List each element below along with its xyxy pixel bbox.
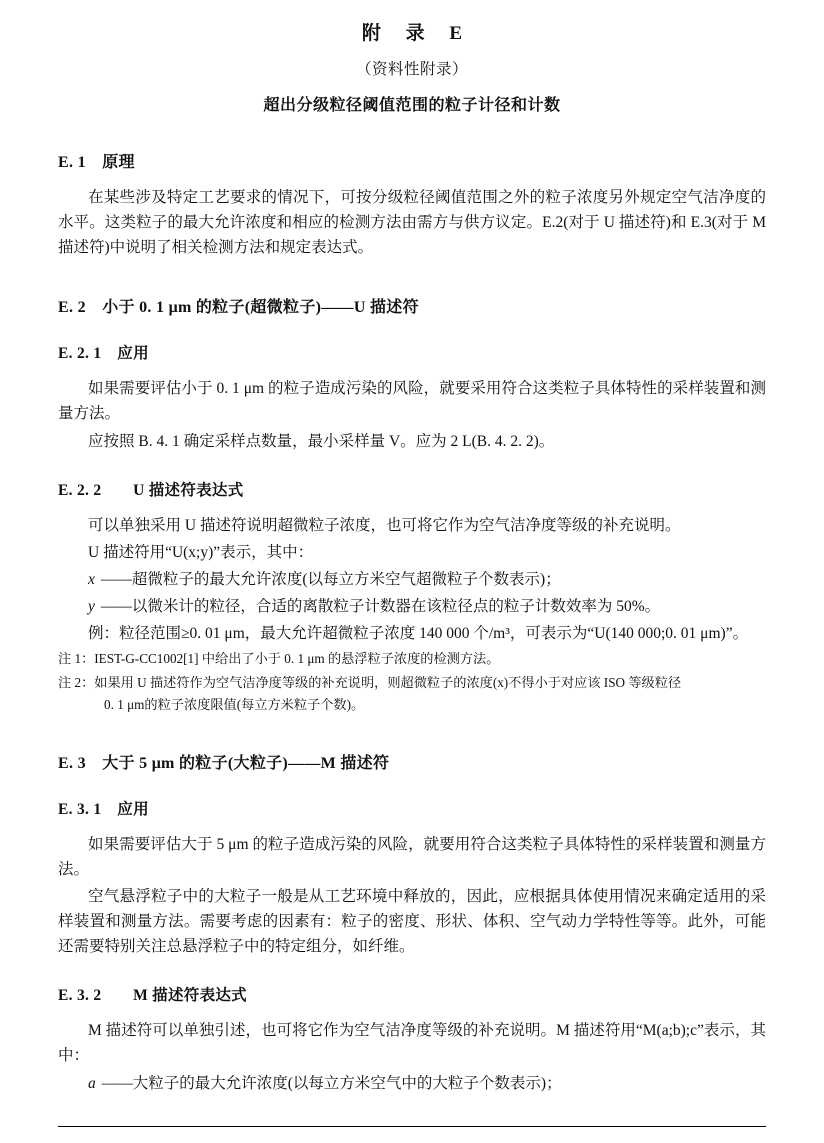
paragraph-e3-1-2: 空气悬浮粒子中的大粒子一般是从工艺环境中释放的，因此，应根据具体使用情况来确定适用的采样装置和测量方法。需要考虑的因素有：粒子的密度、形状、体积、空气动力学特性等等。此外，可能还需要特别关注总悬浮粒子中的特定组分，如纤维。 [58, 888, 766, 956]
heading-e2-2-number: E. 2. 2 [58, 481, 102, 499]
variable-x-symbol: x [88, 570, 95, 588]
paragraph-e2-2-2: U 描述符用“U(x;y)”表示，其中： [88, 543, 314, 561]
variable-a-text: 大粒子的最大允许浓度(以每立方米空气中的大粒子个数表示)； [132, 1074, 562, 1092]
heading-e2-2-title: U 描述符表达式 [133, 481, 244, 499]
annex-name: 超出分级粒径阈值范围的粒子计径和计数 [263, 97, 561, 114]
heading-e3-1 [58, 797, 766, 819]
page-footer-rule [58, 1126, 766, 1127]
heading-e1-title: 原理 [102, 154, 135, 171]
paragraph-e3-2-1: M 描述符可以单独引述，也可将它作为空气洁净度等级的补充说明。M 描述符用“M(a;b);c”表示，其中： [58, 1022, 766, 1065]
variable-y-symbol: y [88, 597, 95, 615]
variable-x-dash: —— [100, 570, 132, 588]
variable-y [58, 594, 766, 619]
heading-e3 [58, 750, 766, 773]
variable-x [58, 567, 766, 592]
heading-e3-1-number: E. 3. 1 [58, 800, 102, 818]
heading-e3-2-title: M 描述符表达式 [133, 987, 247, 1005]
paragraph-e2-1-1: 如果需要评估小于 0. 1 μm 的粒子造成污染的风险，就要采用符合这类粒子具体特性的采样装置和测量方法。 [58, 380, 766, 423]
variable-a-symbol: a [88, 1074, 96, 1092]
heading-e2-1-number: E. 2. 1 [58, 345, 102, 363]
heading-e1 [58, 149, 766, 172]
heading-e3-number: E. 3 [58, 754, 86, 772]
heading-e1-gap [86, 154, 102, 171]
note-1: 注 1：IEST-G-CC1002[1] 中给出了小于 0. 1 μm 的悬浮粒子浓度的检测方法。 [58, 651, 500, 667]
paragraph-e3-1-1: 如果需要评估大于 5 μm 的粒子造成污染的风险，就要用符合这类粒子具体特性的采样装置和测量方法。 [58, 835, 766, 878]
note-2: 注 2：如果用 U 描述符作为空气洁净度等级的补充说明，则超微粒子的浓度(x)不得小于对应该 ISO 等级粒径 [58, 675, 682, 691]
variable-a [58, 1071, 766, 1096]
paragraph-e2-2-1: 可以单独采用 U 描述符说明超微粒子浓度，也可将它作为空气洁净度等级的补充说明。 [88, 516, 681, 534]
heading-e2-gap [86, 299, 102, 316]
heading-e1-number: E. 1 [58, 154, 86, 171]
heading-e2-title: 小于 0. 1 μm 的粒子(超微粒子)——U 描述符 [102, 299, 419, 317]
annex-title: 附 录 E [361, 23, 473, 44]
heading-e2-2 [58, 478, 766, 500]
heading-e2-number: E. 2 [58, 299, 86, 317]
heading-e3-gap [86, 755, 102, 772]
heading-e2-1-title: 应用 [117, 345, 149, 363]
heading-e2-2-gap [101, 482, 133, 499]
variable-y-text: 以微米计的粒径，合适的离散粒子计数器在该粒径点的粒子计数效率为 50%。 [131, 597, 661, 615]
variable-y-dash: —— [100, 597, 132, 615]
paragraph-e1-1: 在某些涉及特定工艺要求的情况下，可按分级粒径阈值范围之外的粒子浓度另外规定空气洁净度的水平。这类粒子的最大允许浓度和相应的检测方法由需方与供方议定。E.2(对于 U 描述符)和 E.3(对于 M 描述符)中说明了相关检测方法和规定表达式。 [58, 189, 766, 257]
heading-e3-2-number: E. 3. 2 [58, 987, 102, 1005]
heading-e2-1 [58, 341, 766, 363]
example-e2-2: 例：粒径范围≥0. 01 μm，最大允许超微粒子浓度 140 000 个/m³，可表示为“U(140 000;0. 01 μm)”。 [88, 625, 749, 643]
heading-e2 [58, 294, 766, 317]
paragraph-e2-1-2: 应按照 B. 4. 1 确定采样点数量，最小采样量 V。应为 2 L(B. 4. 2. 2)。 [88, 432, 555, 450]
heading-e3-2-gap [101, 987, 133, 1004]
note-2-continued: 0. 1 μm的粒子浓度限值(每立方米粒子个数)。 [104, 696, 365, 712]
variable-a-dash: —— [101, 1074, 133, 1092]
heading-e3-1-gap [101, 801, 117, 818]
annex-subtitle: （资料性附录） [355, 61, 468, 78]
heading-e3-1-title: 应用 [117, 800, 149, 818]
variable-x-text: 超微粒子的最大允许浓度(以每立方米空气超微粒子个数表示)； [131, 570, 561, 588]
heading-e3-title: 大于 5 μm 的粒子(大粒子)——M 描述符 [102, 754, 390, 772]
heading-e2-1-gap [101, 345, 117, 362]
heading-e3-2 [58, 983, 766, 1005]
